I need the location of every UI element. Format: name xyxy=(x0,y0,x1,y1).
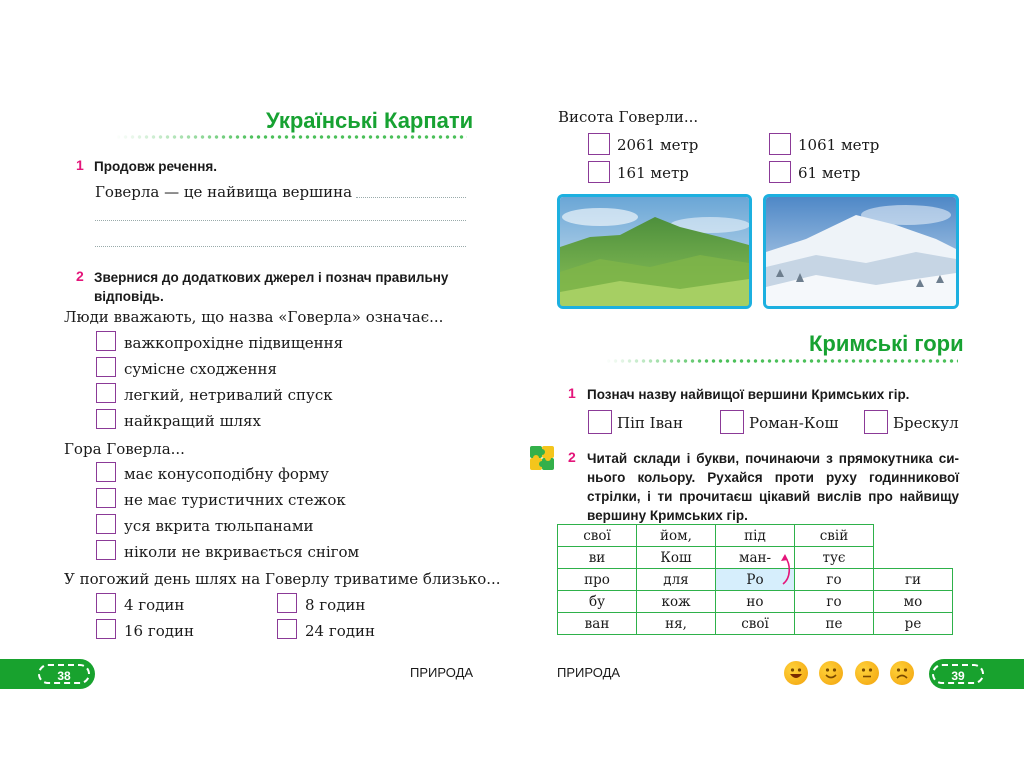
table-cell: свої xyxy=(716,613,795,635)
table-cell: но xyxy=(716,591,795,613)
table-cell: пе xyxy=(795,613,874,635)
answer-checkbox[interactable] xyxy=(96,488,116,508)
answer-option: не має туристичних стежок xyxy=(124,491,346,509)
title-dots-divider xyxy=(115,134,467,140)
answer-option: 61 метр xyxy=(798,164,861,182)
table-cell: свій xyxy=(795,525,874,547)
question-prompt: Продовж речення. xyxy=(94,159,217,174)
title-dots-divider xyxy=(605,358,958,364)
answer-option: легкий, нетривалий спуск xyxy=(124,386,333,404)
question-stem: Люди вважають, що назва «Говерла» означає... xyxy=(64,308,444,326)
answer-checkbox[interactable] xyxy=(277,619,297,639)
answer-checkbox[interactable] xyxy=(864,410,888,434)
answer-option: 2061 метр xyxy=(617,136,699,154)
question-prompt-line: стрілки, і ти прочитаєш цікавий вислів про найвищу xyxy=(587,489,959,504)
table-cell: ня, xyxy=(637,613,716,635)
table-row xyxy=(558,547,953,569)
answer-option: важкопрохідне підвищення xyxy=(124,334,344,352)
table-cell: ван xyxy=(558,613,637,635)
section-title-carpathians: Українські Карпати xyxy=(266,108,474,133)
answer-checkbox[interactable] xyxy=(96,619,116,639)
table-row xyxy=(558,591,953,613)
answer-checkbox[interactable] xyxy=(588,161,610,183)
table-cell: йом, xyxy=(637,525,716,547)
answer-option: 4 годин xyxy=(124,596,185,614)
table-cell: го xyxy=(795,591,874,613)
answer-checkbox[interactable] xyxy=(96,514,116,534)
answer-option: 16 годин xyxy=(124,622,194,640)
question-prompt-line: Читай склади і букви, починаючи з прямокутника си- xyxy=(587,451,959,466)
answer-checkbox[interactable] xyxy=(588,410,612,434)
page-number: 39 xyxy=(932,664,984,684)
table-cell-empty xyxy=(874,547,953,569)
table-cell: ви xyxy=(558,547,637,569)
answer-option: Брескул xyxy=(893,414,959,432)
smiley-laughing-icon[interactable] xyxy=(784,661,808,685)
question-number: 1 xyxy=(568,385,576,401)
table-cell: про xyxy=(558,569,637,591)
table-cell: ги xyxy=(874,569,953,591)
start-cell-highlighted: Ро xyxy=(716,569,795,591)
answer-option: 161 метр xyxy=(617,164,689,182)
table-cell: го xyxy=(795,569,874,591)
section-title-crimea: Кримські гори xyxy=(809,331,964,356)
question-prompt-line: відповідь. xyxy=(94,289,164,304)
answer-checkbox[interactable] xyxy=(96,357,116,377)
answer-checkbox[interactable] xyxy=(96,409,116,429)
answer-checkbox[interactable] xyxy=(769,161,791,183)
answer-option: Роман-Кош xyxy=(749,414,839,432)
question-prompt: Познач назву найвищої вершини Кримських гір. xyxy=(587,387,910,402)
answer-line[interactable] xyxy=(356,197,466,198)
table-cell: кож xyxy=(637,591,716,613)
answer-option: Піп Іван xyxy=(617,414,683,432)
question-stem: Гора Говерла... xyxy=(64,440,185,458)
table-cell: бу xyxy=(558,591,637,613)
answer-line[interactable] xyxy=(95,246,466,247)
table-cell-empty xyxy=(874,525,953,547)
answer-checkbox[interactable] xyxy=(769,133,791,155)
table-cell: ман- xyxy=(716,547,795,569)
table-row xyxy=(558,525,953,547)
table-cell: тує xyxy=(795,547,874,569)
table-cell: мо xyxy=(874,591,953,613)
question-number: 1 xyxy=(76,157,84,173)
smiley-neutral-icon[interactable] xyxy=(855,661,879,685)
footer-title: ПРИРОДА xyxy=(557,665,621,680)
answer-checkbox[interactable] xyxy=(96,593,116,613)
question-stem: Висота Говерли... xyxy=(558,108,699,126)
smiley-happy-icon[interactable] xyxy=(819,661,843,685)
puzzle-icon xyxy=(530,446,554,470)
table-cell: ре xyxy=(874,613,953,635)
question-prompt-line: Звернися до додаткових джерел і познач правильну xyxy=(94,270,449,285)
answer-line[interactable] xyxy=(95,220,466,221)
table-cell: Кош xyxy=(637,547,716,569)
question-number: 2 xyxy=(76,268,84,284)
answer-option: має конусоподібну форму xyxy=(124,465,329,483)
answer-checkbox[interactable] xyxy=(96,383,116,403)
answer-option: уся вкрита тюльпанами xyxy=(124,517,314,535)
answer-checkbox[interactable] xyxy=(588,133,610,155)
answer-checkbox[interactable] xyxy=(277,593,297,613)
question-number: 2 xyxy=(568,449,576,465)
answer-option: сумісне сходження xyxy=(124,360,277,378)
table-cell: свої xyxy=(558,525,637,547)
answer-checkbox[interactable] xyxy=(96,462,116,482)
syllable-table xyxy=(557,524,953,635)
question-prompt-line: вершину Кримських гір. xyxy=(587,508,748,523)
answer-option: 24 годин xyxy=(305,622,375,640)
table-cell: для xyxy=(637,569,716,591)
direction-arrow-icon xyxy=(777,552,795,588)
answer-option: ніколи не вкривається снігом xyxy=(124,543,360,561)
answer-checkbox[interactable] xyxy=(720,410,744,434)
sentence-start: Говерла — це найвища вершина xyxy=(95,183,353,201)
question-stem: У погожий день шлях на Говерлу триватиме близько... xyxy=(64,570,501,588)
answer-checkbox[interactable] xyxy=(96,331,116,351)
table-row xyxy=(558,613,953,635)
answer-checkbox[interactable] xyxy=(96,540,116,560)
answer-option: 8 годин xyxy=(305,596,366,614)
answer-option: найкращий шлях xyxy=(124,412,261,430)
footer-title: ПРИРОДА xyxy=(410,665,474,680)
answer-option: 1061 метр xyxy=(798,136,880,154)
question-prompt-line: нього кольору. Рухайся проти руху годинникової xyxy=(587,470,959,485)
table-cell: під xyxy=(716,525,795,547)
smiley-sad-icon[interactable] xyxy=(890,661,914,685)
table-row xyxy=(558,569,953,591)
page-number: 38 xyxy=(38,664,90,684)
mountain-winter-photo xyxy=(763,194,959,309)
mountain-summer-photo xyxy=(557,194,752,309)
